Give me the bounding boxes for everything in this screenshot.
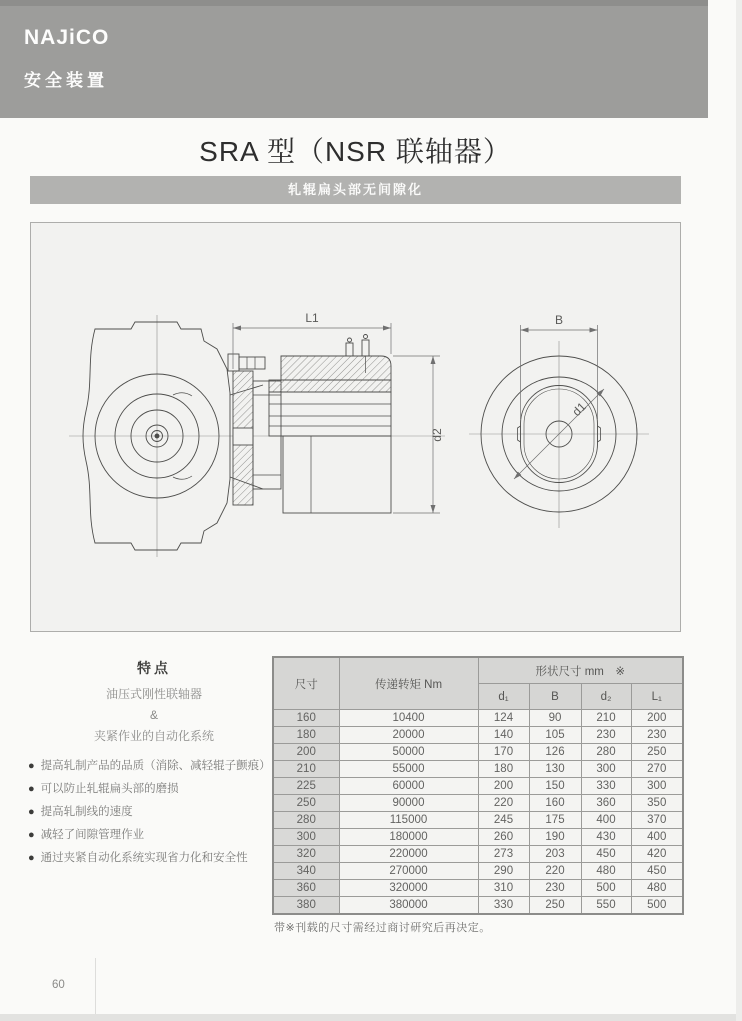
feature-item: ● 通过夹紧自动化系统实现省力化和安全性 — [28, 852, 248, 864]
table-row — [273, 846, 683, 863]
table-row — [273, 880, 683, 897]
table-cell: 300 — [581, 761, 631, 778]
table-cell: 380000 — [339, 897, 478, 915]
table-cell: 190 — [529, 829, 581, 846]
table-cell: 210 — [581, 710, 631, 727]
table-cell: 230 — [529, 880, 581, 897]
features-title: 特点 — [137, 660, 171, 676]
bullet-icon: ● — [28, 806, 35, 818]
cell-size: 250 — [273, 795, 339, 812]
table-cell: 170 — [478, 744, 529, 761]
dim-label-d1: d1 — [569, 399, 589, 419]
cell-size: 200 — [273, 744, 339, 761]
header-bar-edge — [0, 0, 708, 6]
table-row — [273, 710, 683, 727]
table-cell: 200 — [478, 778, 529, 795]
table-row — [273, 778, 683, 795]
table-cell: 115000 — [339, 812, 478, 829]
cell-size: 225 — [273, 778, 339, 795]
side-view-dimensions — [233, 323, 440, 513]
table-cell: 280 — [581, 744, 631, 761]
feature-item: ● 减轻了间隙管理作业 — [28, 829, 145, 841]
table-cell: 270 — [631, 761, 683, 778]
table-header-row — [273, 657, 683, 684]
table-cell: 220000 — [339, 846, 478, 863]
table-cell: 260 — [478, 829, 529, 846]
table-cell: 273 — [478, 846, 529, 863]
table-cell: 250 — [529, 897, 581, 915]
table-cell: 150 — [529, 778, 581, 795]
cell-size: 380 — [273, 897, 339, 915]
header-bar — [0, 0, 708, 118]
table-cell: 180 — [478, 761, 529, 778]
col-header-l1: L₁ — [631, 684, 683, 710]
table-row — [273, 863, 683, 880]
technical-drawing — [31, 223, 680, 631]
page-title: SRA 型（NSR 联轴器） — [199, 136, 512, 167]
table-row — [273, 761, 683, 778]
cell-size: 280 — [273, 812, 339, 829]
col-header-d2: d₂ — [581, 684, 631, 710]
page-bottom-edge — [0, 1014, 742, 1021]
table-cell: 360 — [581, 795, 631, 812]
table-cell: 105 — [529, 727, 581, 744]
table-footnote: 带※刊载的尺寸需经过商讨研究后再决定。 — [274, 922, 491, 934]
col-header-d1: d₁ — [478, 684, 529, 710]
table-row — [273, 727, 683, 744]
table-cell: 450 — [631, 863, 683, 880]
table-cell: 550 — [581, 897, 631, 915]
table-cell: 250 — [631, 744, 683, 761]
features-line: & — [149, 708, 158, 722]
page-number: 60 — [52, 979, 65, 991]
table-cell: 90000 — [339, 795, 478, 812]
bullet-icon: ● — [28, 783, 35, 795]
front-view-drawing — [469, 341, 649, 528]
table-cell: 124 — [478, 710, 529, 727]
features-list — [28, 755, 280, 870]
col-header-b: B — [529, 684, 581, 710]
table-cell: 60000 — [339, 778, 478, 795]
table-cell: 350 — [631, 795, 683, 812]
table-cell: 450 — [581, 846, 631, 863]
table-cell: 300 — [631, 778, 683, 795]
table-cell: 480 — [631, 880, 683, 897]
feature-item: ● 可以防止轧辊扁头部的磨损 — [28, 783, 179, 795]
table-cell: 220 — [478, 795, 529, 812]
features-line: 油压式刚性联轴器 — [105, 687, 202, 701]
feature-item: ● 提高轧制线的速度 — [28, 806, 133, 818]
dim-label-l1: L1 — [305, 311, 319, 325]
cell-size: 210 — [273, 761, 339, 778]
table-cell: 330 — [581, 778, 631, 795]
footer-rule — [95, 958, 96, 1016]
table-cell: 200 — [631, 710, 683, 727]
table-cell: 290 — [478, 863, 529, 880]
table-cell: 270000 — [339, 863, 478, 880]
col-header-torque: 传递转矩 Nm — [339, 657, 478, 710]
spec-table — [272, 656, 684, 915]
table-cell: 420 — [631, 846, 683, 863]
cell-size: 180 — [273, 727, 339, 744]
table-cell: 500 — [631, 897, 683, 915]
table-cell: 160 — [529, 795, 581, 812]
table-cell: 175 — [529, 812, 581, 829]
table-row — [273, 744, 683, 761]
table-cell: 230 — [631, 727, 683, 744]
table-row — [273, 897, 683, 915]
cell-size: 340 — [273, 863, 339, 880]
table-cell: 370 — [631, 812, 683, 829]
table-row — [273, 812, 683, 829]
features-section — [28, 658, 280, 870]
table-cell: 130 — [529, 761, 581, 778]
table-row — [273, 795, 683, 812]
table-cell: 330 — [478, 897, 529, 915]
cell-size: 300 — [273, 829, 339, 846]
col-header-dims-group: 形状尺寸 mm ※ — [478, 657, 683, 684]
cell-size: 160 — [273, 710, 339, 727]
technical-drawing-panel — [30, 222, 681, 632]
table-cell: 126 — [529, 744, 581, 761]
features-line: 夹紧作业的自动化系统 — [93, 729, 214, 743]
table-cell: 400 — [581, 812, 631, 829]
table-cell: 20000 — [339, 727, 478, 744]
table-row — [273, 829, 683, 846]
feature-item: ● 提高轧制产品的品质（消除、减轻辊子颤痕） — [28, 760, 271, 772]
dim-label-b: B — [554, 313, 564, 327]
table-cell: 220 — [529, 863, 581, 880]
table-cell: 400 — [631, 829, 683, 846]
table-cell: 140 — [478, 727, 529, 744]
table-cell: 50000 — [339, 744, 478, 761]
bullet-icon: ● — [28, 760, 35, 772]
table-cell: 480 — [581, 863, 631, 880]
table-cell: 10400 — [339, 710, 478, 727]
table-cell: 90 — [529, 710, 581, 727]
subtitle-bar: 轧辊扁头部无间隙化 — [30, 176, 681, 204]
side-view-drawing — [69, 315, 445, 557]
table-cell: 500 — [581, 880, 631, 897]
table-cell: 55000 — [339, 761, 478, 778]
table-cell: 310 — [478, 880, 529, 897]
table-cell: 180000 — [339, 829, 478, 846]
table-cell: 203 — [529, 846, 581, 863]
col-header-size: 尺寸 — [273, 657, 339, 710]
cell-size: 320 — [273, 846, 339, 863]
cell-size: 360 — [273, 880, 339, 897]
category-label: 安全装置 — [24, 71, 108, 90]
table-cell: 230 — [581, 727, 631, 744]
table-cell: 245 — [478, 812, 529, 829]
table-cell: 430 — [581, 829, 631, 846]
bullet-icon: ● — [28, 852, 35, 864]
company-logo: NAJiCO — [24, 26, 110, 49]
bullet-icon: ● — [28, 829, 35, 841]
page-right-edge — [736, 0, 742, 1021]
dim-label-d2: d2 — [430, 428, 444, 442]
table-cell: 320000 — [339, 880, 478, 897]
